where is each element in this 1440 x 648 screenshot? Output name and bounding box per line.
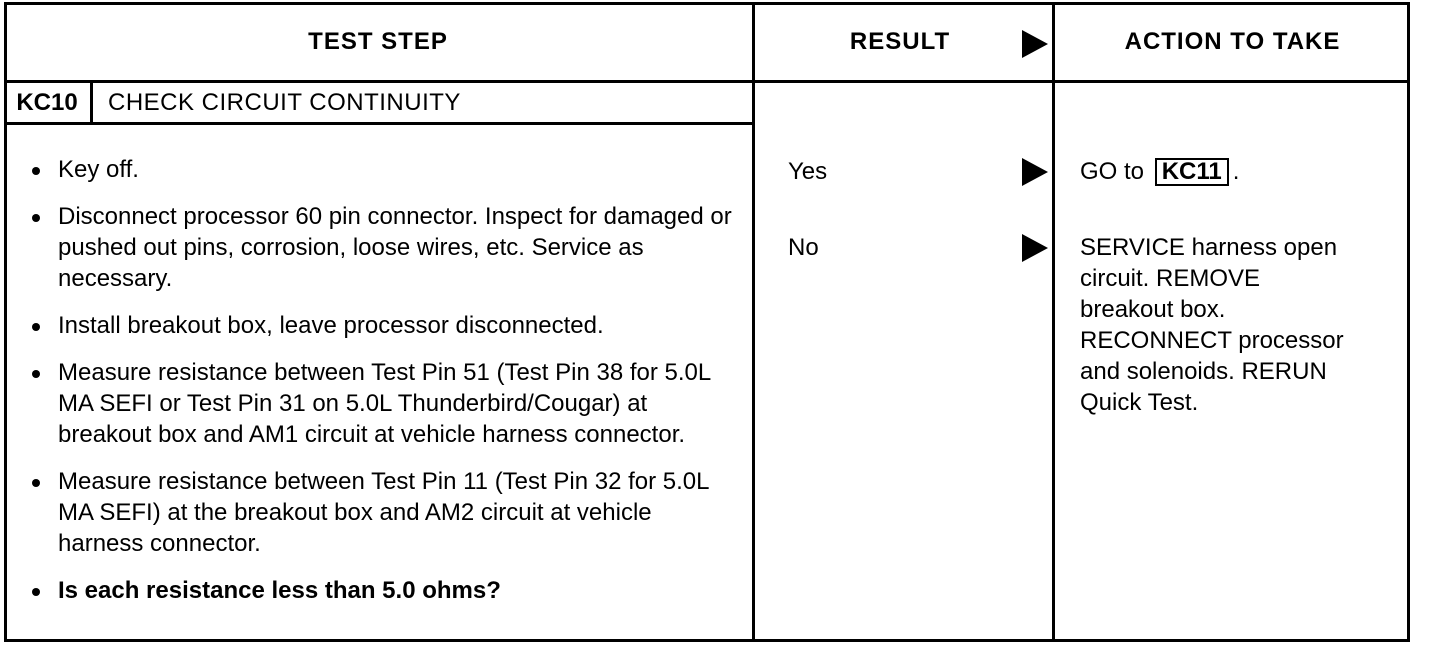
action-no: SERVICE harness open circuit. REMOVE breakout box. RECONNECT processor and solenoids. RERUN Quick Test. [1080,234,1344,416]
instruction-item: Measure resistance between Test Pin 11 (Test Pin 32 for 5.0L MA SEFI) at the breakout box and AM2 circuit at vehicle harness connector. [30,466,735,559]
column-divider-result [752,2,755,642]
bullet-icon [32,167,40,175]
action-yes: GO to KC11 . [1080,158,1240,185]
result-no-arrow-icon [1022,234,1048,262]
step-reference-kc11[interactable]: KC11 [1155,158,1229,186]
instruction-item: Disconnect processor 60 pin connector. Inspect for damaged or pushed out pins, corrosion, loose wires, etc. Service as necessary. [30,201,735,294]
step-code: KC10 [16,89,78,116]
bullet-icon [32,588,40,596]
bullet-icon [32,323,40,331]
result-yes: Yes [788,158,828,185]
instruction-list [30,154,735,622]
instruction-item: Key off. [30,154,735,185]
instruction-item: Install breakout box, leave processor disconnected. [30,310,735,341]
bullet-icon [32,214,40,222]
result-no: No [788,234,819,261]
header-result: RESULT [849,28,951,55]
instruction-item: Measure resistance between Test Pin 51 (Test Pin 38 for 5.0L MA SEFI or Test Pin 31 on 5.0L Thunderbird/Cougar) at breakout box and AM1 circuit at vehicle harness connector. [30,357,735,450]
step-code-divider [90,82,93,124]
bullet-icon [32,370,40,378]
instruction-question: Is each resistance less than 5.0 ohms? [30,575,735,606]
step-title: CHECK CIRCUIT CONTINUITY [108,89,461,116]
result-yes-arrow-icon [1022,158,1048,186]
column-divider-action [1052,2,1055,642]
header-action: ACTION TO TAKE [1124,28,1341,55]
header-arrow-icon [1022,30,1048,58]
bullet-icon [32,479,40,487]
header-test-step: TEST STEP [308,28,448,55]
